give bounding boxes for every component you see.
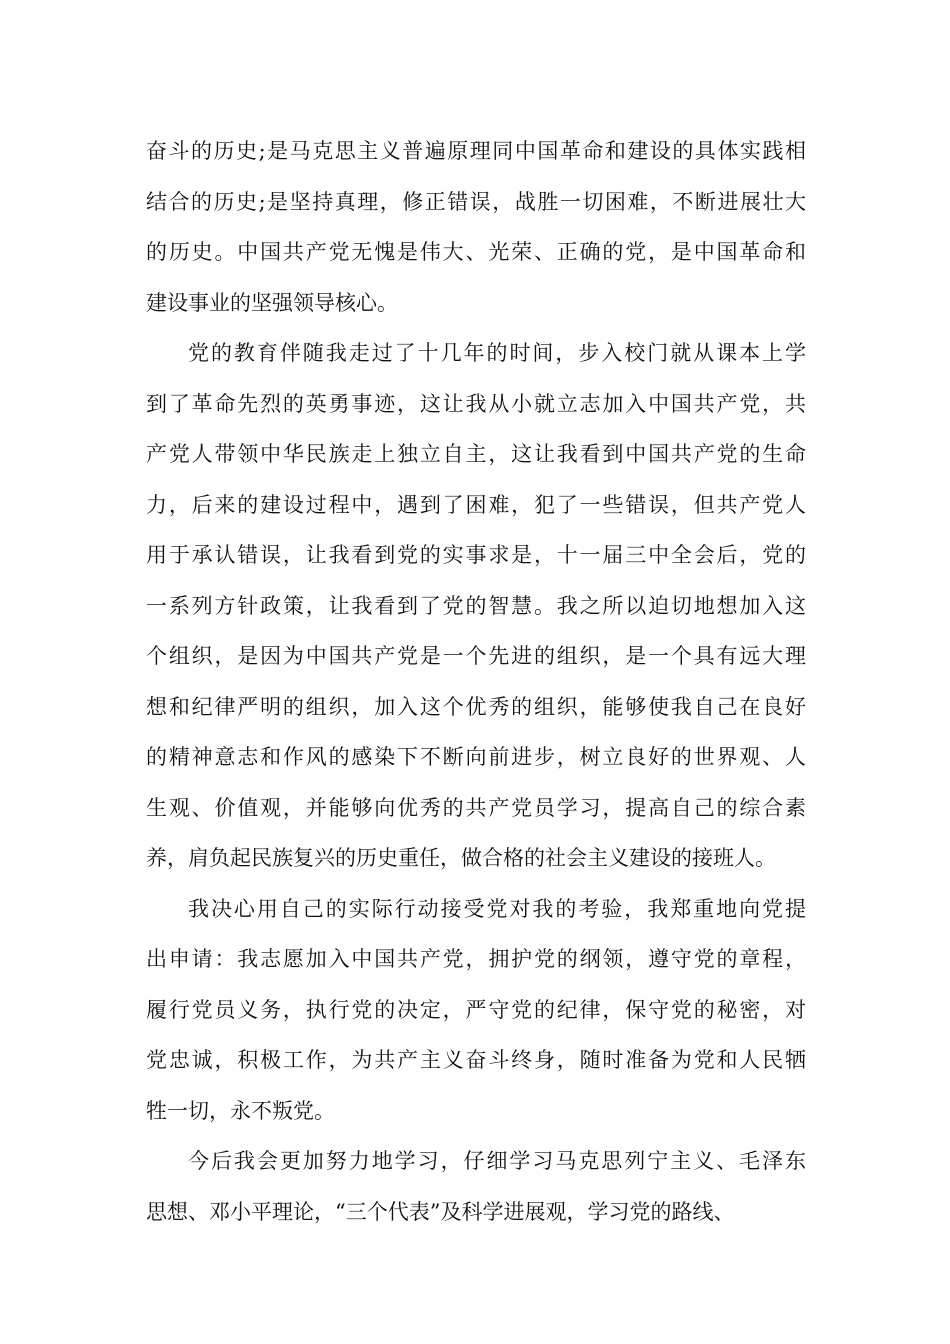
paragraph: [146, 126, 806, 328]
text-line: 一系列方针政策，让我看到了党的智慧。我之所以迫切地想加入这: [146, 593, 808, 618]
text-line: 结合的历史;是坚持真理，修正错误，战胜一切困难，不断进展壮大: [146, 189, 808, 214]
text-line: 养，肩负起民族复兴的历史重任，做合格的社会主义建设的接班人。: [146, 846, 776, 870]
text-line: 想和纪律严明的组织，加入这个优秀的组织，能够使我自己在良好: [146, 694, 808, 719]
paragraph: [146, 884, 806, 1137]
text-line: 党忠诚，积极工作，为共产主义奋斗终身，随时准备为党和人民牺: [146, 1048, 808, 1072]
text-line: 党的教育伴随我走过了十几年的时间，步入校门就从课本上学: [188, 341, 808, 365]
text-line: 出申请：我志愿加入中国共产党，拥护党的纲领，遵守党的章程，: [146, 947, 808, 971]
text-line: 建设事业的坚强领导核心。: [146, 290, 398, 315]
text-line: 用于承认错误，让我看到党的实事求是，十一届三中全会后，党的: [146, 543, 808, 567]
text-line: 奋斗的历史;是马克思主义普遍原理同中国革命和建设的具体实践相: [146, 139, 808, 163]
text-line: 的精神意志和作风的感染下不断向前进步，树立良好的世界观、人: [146, 745, 808, 769]
text-line: 的历史。中国共产党无愧是伟大、光荣、正确的党，是中国革命和: [146, 240, 808, 264]
text-line: 今后我会更加努力地学习，仔细学习马克思列宁主义、毛泽东: [188, 1149, 808, 1173]
text-line: 履行党员义务，执行党的决定，严守党的纪律，保守党的秘密，对: [146, 997, 808, 1022]
text-line: 到了革命先烈的英勇事迹，这让我从小就立志加入中国共产党，共: [146, 391, 808, 416]
text-line: 个组织，是因为中国共产党是一个先进的组织，是一个具有远大理: [146, 644, 808, 668]
paragraph: [146, 328, 806, 884]
paragraph: [146, 1136, 806, 1237]
text-line: 思想、邓小平理论，“三个代表”及科学进展观，学习党的路线、: [146, 1199, 735, 1224]
text-line: 生观、价值观，并能够向优秀的共产党员学习，提高自己的综合素: [146, 795, 808, 820]
text-line: 产党人带领中华民族走上独立自主，这让我看到中国共产党的生命: [146, 442, 808, 466]
text-line: 力，后来的建设过程中，遇到了困难，犯了一些错误，但共产党人: [146, 492, 808, 517]
text-line: 我决心用自己的实际行动接受党对我的考验，我郑重地向党提: [188, 896, 808, 921]
text-line: 牲一切，永不叛党。: [146, 1098, 335, 1123]
document-body: [146, 126, 806, 1237]
